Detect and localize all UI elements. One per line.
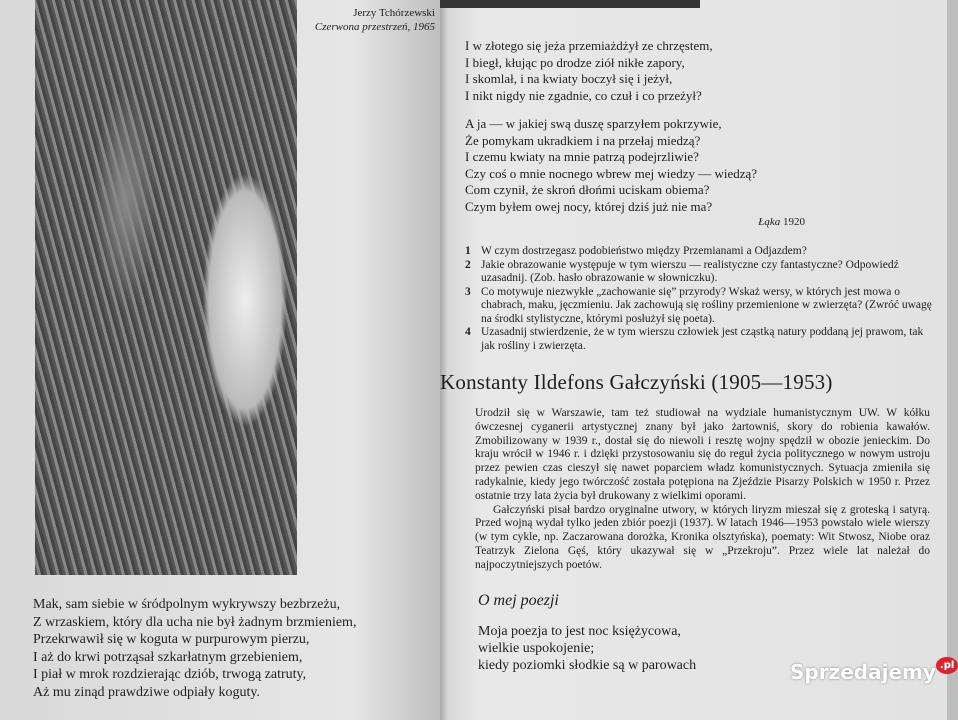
artwork-caption (305, 6, 435, 34)
question-number: 1 (465, 245, 471, 257)
verse-line: I czemu kwiaty na mnie patrzą podejrzliwie? (465, 149, 699, 164)
source-title: Łąka (758, 216, 781, 228)
verse-line: Aż mu zinąd prawdziwe odpiały koguty. (33, 684, 260, 700)
question-text: Jakie obrazowanie występuje w tym wierszu — realistyczne czy fantastyczne? Odpowiedź uzasadnij. (Zob. hasło obrazowanie w słowniczku). (481, 258, 899, 284)
verse-line: I aż do krwi potrząsał szkarłatnym grzebieniem, (33, 649, 303, 665)
verse-line: Przekrwawił się w koguta w purpurowym pierzu, (33, 632, 310, 647)
stanza (465, 38, 947, 104)
watermark-text: Sprzedajemy (790, 660, 936, 684)
author-heading: Konstanty Ildefons Gałczyński (1905—1953) (440, 370, 833, 394)
verse-line: wielkie uspokojenie; (478, 640, 595, 656)
question-text: W czym dostrzegasz podobieństwo między Przemianami a Odjazdem? (481, 245, 807, 257)
poem-continuation (465, 38, 947, 229)
author-bio (475, 407, 930, 573)
left-page (0, 0, 440, 720)
poem-source (465, 215, 805, 229)
verse-line: kiedy poziomki słodkie są w parowach (478, 657, 697, 673)
stanza (465, 116, 947, 215)
left-verse (33, 596, 356, 701)
verse-line: Z wrzaskiem, który dla ucha nie był żadnym brzmieniem, (33, 614, 357, 630)
question-number: 3 (465, 285, 471, 298)
question-number: 4 (465, 326, 471, 338)
caption-author: Jerzy Tchórzewski (353, 7, 435, 19)
right-page (440, 0, 947, 720)
verse-line: Czym byłem owej nocy, której dziś już nie ma? (465, 198, 713, 214)
caption-work: Czerwona przestrzeń, 1965 (314, 21, 435, 33)
verse-line: I nikt nigdy nie zgadnie, co czuł i co przeżył? (465, 87, 702, 103)
verse-line: Że pomykam ukradkiem i na przełaj miedzą? (465, 132, 701, 148)
verse-line: I w złotego się jeża przemiażdżył ze chrzęstem, (465, 38, 713, 53)
question-text: Uzasadnij stwierdzenie, że w tym wierszu człowiek jest cząstką natury poddaną jej prawom, tak jak rośliny i zwierzęta. (481, 326, 924, 352)
bio-paragraph: Gałczyński pisał bardzo oryginalne utwory, w których liryzm mieszał się z groteską i satyrą. Przed wojną wydał tylko jeden zbiór poezji (1937). W latach 1946—1953 powstało wiele wierszy (w tym cykle, np. Zaczarowana dorożka, Kronika olsztyńska), poematy: Wit Stwosz, Niobe oraz Teatrzyk Zielona Gęś, który ukazywał się w „Przekroju”. Przez wiele lat należał do najpoczytniejszych poetów. (475, 503, 930, 571)
watermark-suffix: .pl (936, 657, 958, 674)
question-item (465, 286, 935, 327)
verse-line: I biegł, kłując po drodze ziół nikłe zapory, (465, 54, 685, 70)
questions-list (465, 245, 935, 353)
verse-line: Moja poezja to jest noc księżycowa, (478, 623, 681, 639)
poem-title: O mej poezji (478, 591, 559, 609)
question-number: 2 (465, 258, 471, 271)
verse-line: I piał w mrok rozdzierając dziób, trwogą zatruty, (33, 667, 307, 682)
question-item (465, 245, 935, 259)
verse-line: Com czynił, że skroń dłońmi uciskam obiema? (465, 182, 710, 197)
question-item (465, 259, 935, 286)
verse-line: A ja — w jakiej swą duszę sparzyłem pokrzywie, (465, 116, 722, 131)
verse-line: I skomlał, i na kwiaty boczył się i jeżył, (465, 71, 673, 86)
right-page-content (440, 38, 947, 674)
verse-line: Czy coś o mnie nocnego wbrew mej wiedzy — wiedzą? (465, 165, 758, 181)
question-text: Co motywuje niezwykłe „zachowanie się” przyrody? Wskaż wersy, w których jest mowa o chabrach, maku, jęczmieniu. Jak zachowują się rośliny przemienione w zwierzęta? (Zwróć uwagę na środki stylistyczne, którymi posłużył się poeta). (481, 285, 932, 325)
page-shadow (440, 0, 700, 8)
bio-paragraph: Urodził się w Warszawie, tam też studiował na wydziale humanistycznym UW. W kółku ówczesnej cyganerii artystycznej znany był jako żartowniś, skory do robienia kawałów. Zmobilizowany w 1939 r., dostał się do niewoli i resztę wojny spędził w obozie jenieckim. Do kraju wrócił w 1946 r. i dzięki przystosowaniu się do reguł życia politycznego w nowym ustroju przez pewien czas cieszył się nawet poparciem władz komunistycznych. Sytuacja zmieniła się radykalnie, kiedy jego twórczość została potępiona na Zjeździe Pisarzy Polskich w 1950 r. Przez ostatnie trzy lata życia był drukowany z wielkimi oporami. (475, 407, 930, 502)
watermark-logo (790, 660, 958, 684)
verse-line: Mak, sam siebie w śródpolnym wykrywszy bezbrzeżu, (33, 597, 341, 612)
artwork-photo (35, 0, 297, 575)
source-year: 1920 (783, 216, 805, 228)
question-item (465, 326, 935, 353)
